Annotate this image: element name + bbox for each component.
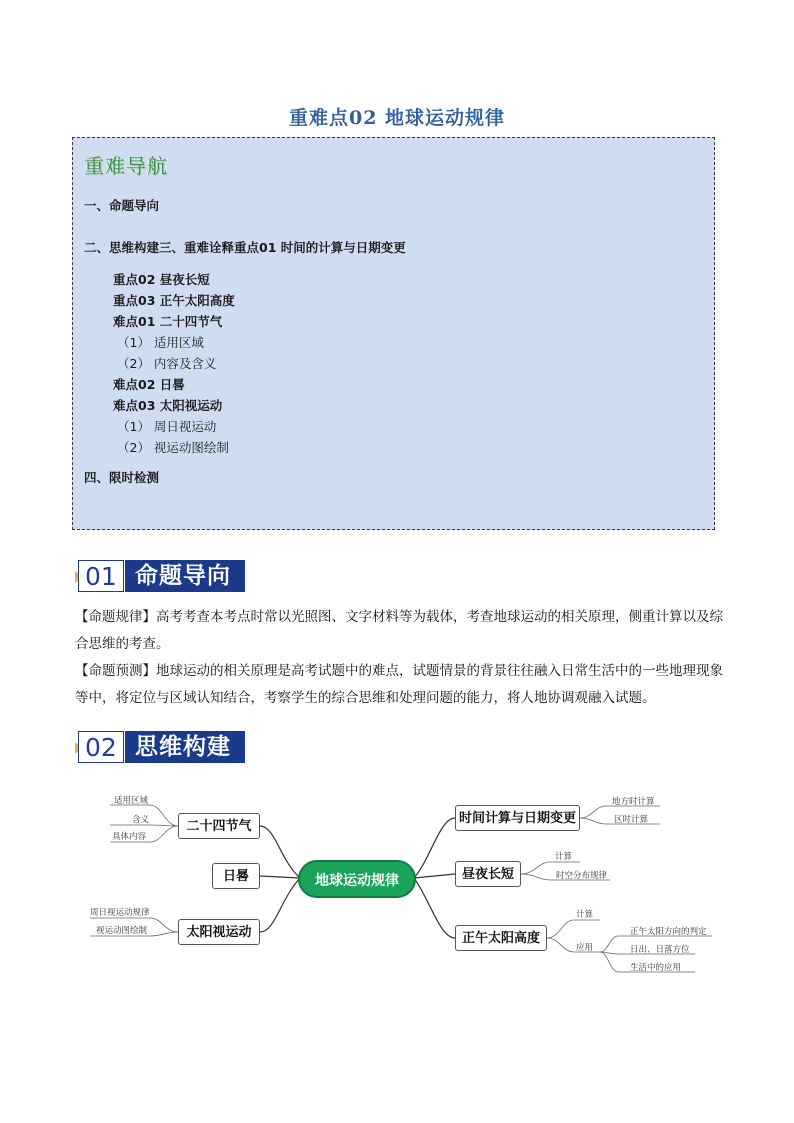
section-number-box [78,731,124,763]
mindmap-leaf: 生活中的应用 [630,963,682,973]
nav-item: 难点01 二十四节气 [113,314,223,329]
mindmap-node: 太阳视运动 [178,919,260,945]
nav-item: （2） 内容及含义 [117,356,217,371]
nav-item: 难点03 太阳视运动 [113,398,223,413]
mindmap-leaf: 适用区域 [114,796,149,806]
leaf-line [547,920,600,938]
mindmap-node: 正午太阳高度 [455,925,547,951]
mindmap-node: 二十四节气 [178,813,260,839]
connector-line [414,818,455,878]
mindmap-node: 日晷 [212,863,260,889]
nav-item: （1） 周日视运动 [117,419,217,434]
mindmap-leaf: 计算 [576,910,594,920]
nav-item: 一、命题导向 [84,198,160,213]
nav-heading: 重难导航 [84,154,168,178]
nav-item: （1） 适用区域 [117,335,204,350]
mindmap-leaf: 含义 [132,815,150,825]
section-number: 02 [85,733,117,762]
connector-line [414,878,455,938]
mindmap-node: 时间计算与日期变更 [455,805,580,831]
mindmap-leaf: 周日视运动规律 [90,908,150,918]
page-title: 重难点02 地球运动规律 [288,107,506,129]
mindmap-leaf: 日出、日落方位 [630,945,690,955]
mindmap-center-node: 地球运动规律 [298,860,416,898]
section-number-box [78,560,124,592]
connector-line [260,876,300,878]
mindmap-leaf: 正午太阳方向的判定 [630,927,707,937]
nav-item: 二、思维构建三、重难诠释重点01 时间的计算与日期变更 [84,240,406,255]
mindmap-node: 昼夜长短 [455,861,521,887]
leaf-line [110,825,178,826]
mindmap-leaf: 地方时计算 [612,797,655,807]
connector-line [260,826,300,878]
mindmap-leaf: 区时计算 [614,815,649,825]
mindmap-leaf: 具体内容 [112,832,147,842]
navigation-box [72,137,715,530]
mindmap-leaf: 计算 [555,852,573,862]
paragraph: 【命题规律】高考考查本考点时常以光照图、文字材料等为载体，考查地球运动的相关原理，侧重计算以及综合思维的考查。 [75,609,723,652]
paragraph: 【命题预测】地球运动的相关原理是高考试题中的难点，试题情景的背景往往融入日常生活中的一些地理现象等中，将定位与区域认知结合，考察学生的综合思维和处理问题的能力，将人地协调观融入试题。 [75,663,723,706]
section-label: 命题导向 [125,560,245,592]
nav-item: 难点02 日晷 [113,377,185,392]
mindmap-leaf: 时空分布规律 [556,871,608,881]
connector-line [414,874,455,878]
mindmap-leaf: 应用 [576,943,594,953]
mindmap-leaf: 视运动图绘制 [96,926,148,936]
section-number: 01 [85,562,117,591]
section-label: 思维构建 [125,731,245,763]
nav-item: 重点03 正午太阳高度 [113,293,235,308]
connector-line [260,878,300,932]
nav-item: （2） 视运动图绘制 [117,440,229,455]
nav-item: 四、限时检测 [84,470,160,485]
nav-item: 重点02 昼夜长短 [113,272,210,287]
